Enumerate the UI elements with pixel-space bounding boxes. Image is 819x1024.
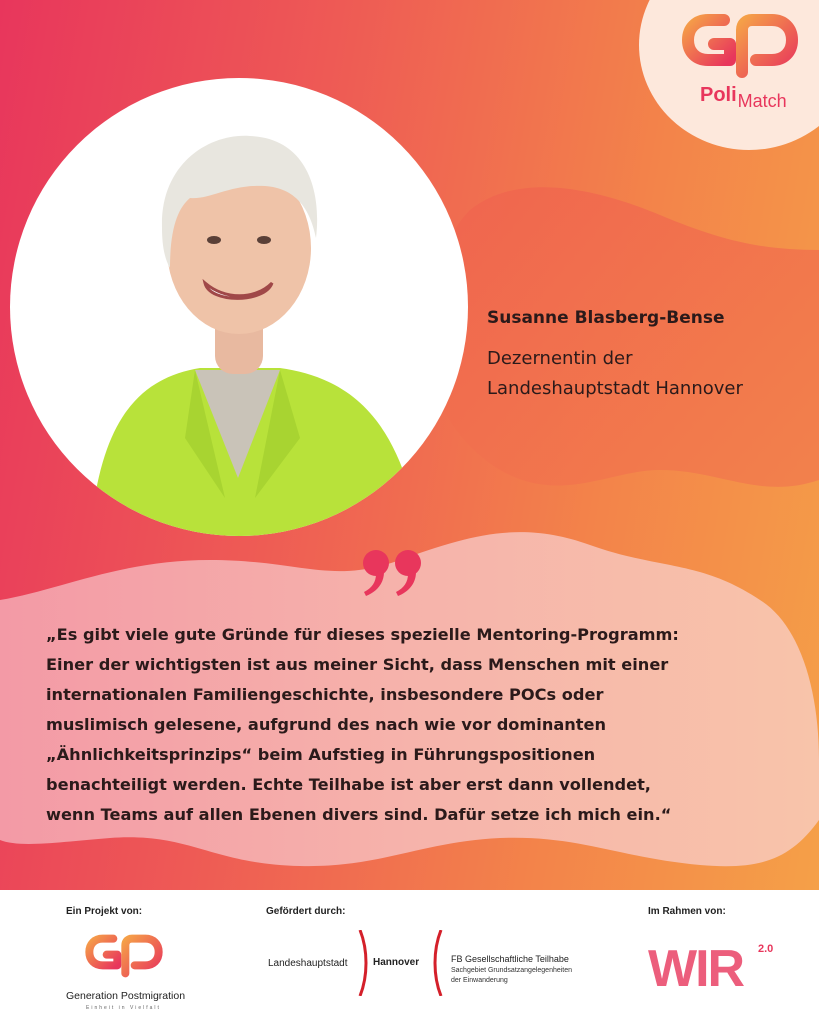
hannover-bar-left-icon bbox=[358, 930, 370, 996]
hannover-dept: FB Gesellschaftliche Teilhabe bbox=[451, 954, 569, 964]
person-role bbox=[487, 344, 817, 404]
hannover-bar-right-icon bbox=[431, 930, 443, 996]
quote-line: Einer der wichtigsten ist aus meiner Sicht, dass Menschen mit einer bbox=[46, 655, 669, 674]
polimatch-logo-icon bbox=[680, 10, 800, 82]
right-blob bbox=[428, 187, 819, 487]
quote-line: „Ähnlichkeitsprinzips“ beim Aufstieg in Führungspositionen bbox=[46, 745, 596, 764]
person-role-line1: Dezernentin der bbox=[487, 348, 633, 369]
generation-postmigration-logo-icon bbox=[84, 930, 164, 982]
quote-icon bbox=[362, 548, 424, 598]
quote-line: „Es gibt viele gute Gründe für dieses spezielle Mentoring-Programm: bbox=[46, 625, 679, 644]
gp-tagline: Einheit in Vielfalt bbox=[86, 1005, 161, 1011]
funded-label: Gefördert durch: bbox=[266, 906, 346, 917]
quote-line: benachteiligt werden. Echte Teilhabe ist aber erst dann vollendet, bbox=[46, 775, 651, 794]
wir-text: WIR bbox=[648, 940, 744, 992]
quote-text bbox=[46, 620, 786, 830]
person-name: Susanne Blasberg-Bense bbox=[487, 308, 725, 328]
wir-logo bbox=[646, 936, 778, 992]
logo-word-match: Match bbox=[737, 91, 787, 111]
quote-line: wenn Teams auf allen Ebenen divers sind. Dafür setze ich mich ein.“ bbox=[46, 805, 672, 824]
gp-name: Generation Postmigration bbox=[66, 990, 186, 1002]
portrait-photo bbox=[10, 78, 468, 536]
hannover-sub-2: der Einwanderung bbox=[451, 977, 508, 984]
hannover-sub-1: Sachgebiet Grundsatzangelegenheiten bbox=[451, 967, 573, 974]
hannover-center-text: Hannover bbox=[373, 957, 420, 968]
quote-line: muslimisch gelesene, aufgrund des nach wie vor dominanten bbox=[46, 715, 607, 734]
project-label: Ein Projekt von: bbox=[66, 906, 143, 917]
polimatch-wordmark bbox=[700, 84, 787, 111]
quote-line: internationalen Familiengeschichte, insbesondere POCs oder bbox=[46, 685, 604, 704]
hannover-left-text: Landeshauptstadt bbox=[268, 958, 348, 969]
framework-label: Im Rahmen von: bbox=[648, 906, 726, 917]
person-role-line2: Landeshauptstadt Hannover bbox=[487, 378, 743, 399]
wir-version: 2.0 bbox=[758, 943, 774, 955]
logo-word-poli: Poli bbox=[700, 84, 737, 106]
portrait-illustration bbox=[10, 78, 468, 536]
